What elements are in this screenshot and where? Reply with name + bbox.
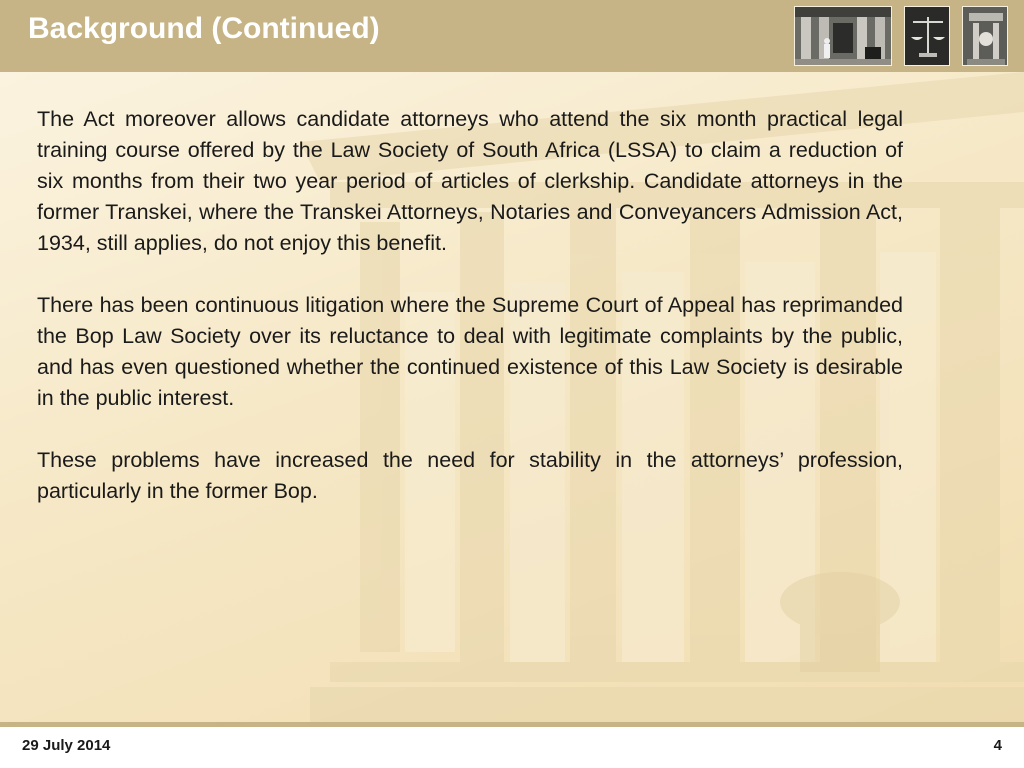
paragraph-2: There has been continuous litigation where the Supreme Court of Appeal has reprimanded the Bop Law Society over its reluctance to deal with legitimate complaints by the public, and has even questioned whether the continued existence of this Law Society is desirable in the public interest. xyxy=(37,293,903,410)
scales-photo xyxy=(904,6,950,66)
building-detail-photo xyxy=(962,6,1008,66)
paragraph-3: These problems have increased the need for stability in the attorneys’ profession, particularly in the former Bop. xyxy=(37,448,903,503)
courthouse-photo xyxy=(794,6,892,66)
slide-title: Background (Continued) xyxy=(28,12,380,45)
slide-footer xyxy=(0,727,1024,768)
footer-date: 29 July 2014 xyxy=(22,737,111,754)
slide-header xyxy=(0,0,1024,72)
page-number: 4 xyxy=(993,737,1002,754)
slide-body xyxy=(37,104,903,538)
paragraph-1: The Act moreover allows candidate attorneys who attend the six month practical legal training course offered by the Law Society of South Africa (LSSA) to claim a reduction of six months from their two year period of articles of clerkship. Candidate attorneys in the former Transkei, where the Transkei Attorneys, Notaries and Conveyancers Admission Act, 1934, still applies, do not enjoy this benefit. xyxy=(37,107,903,255)
